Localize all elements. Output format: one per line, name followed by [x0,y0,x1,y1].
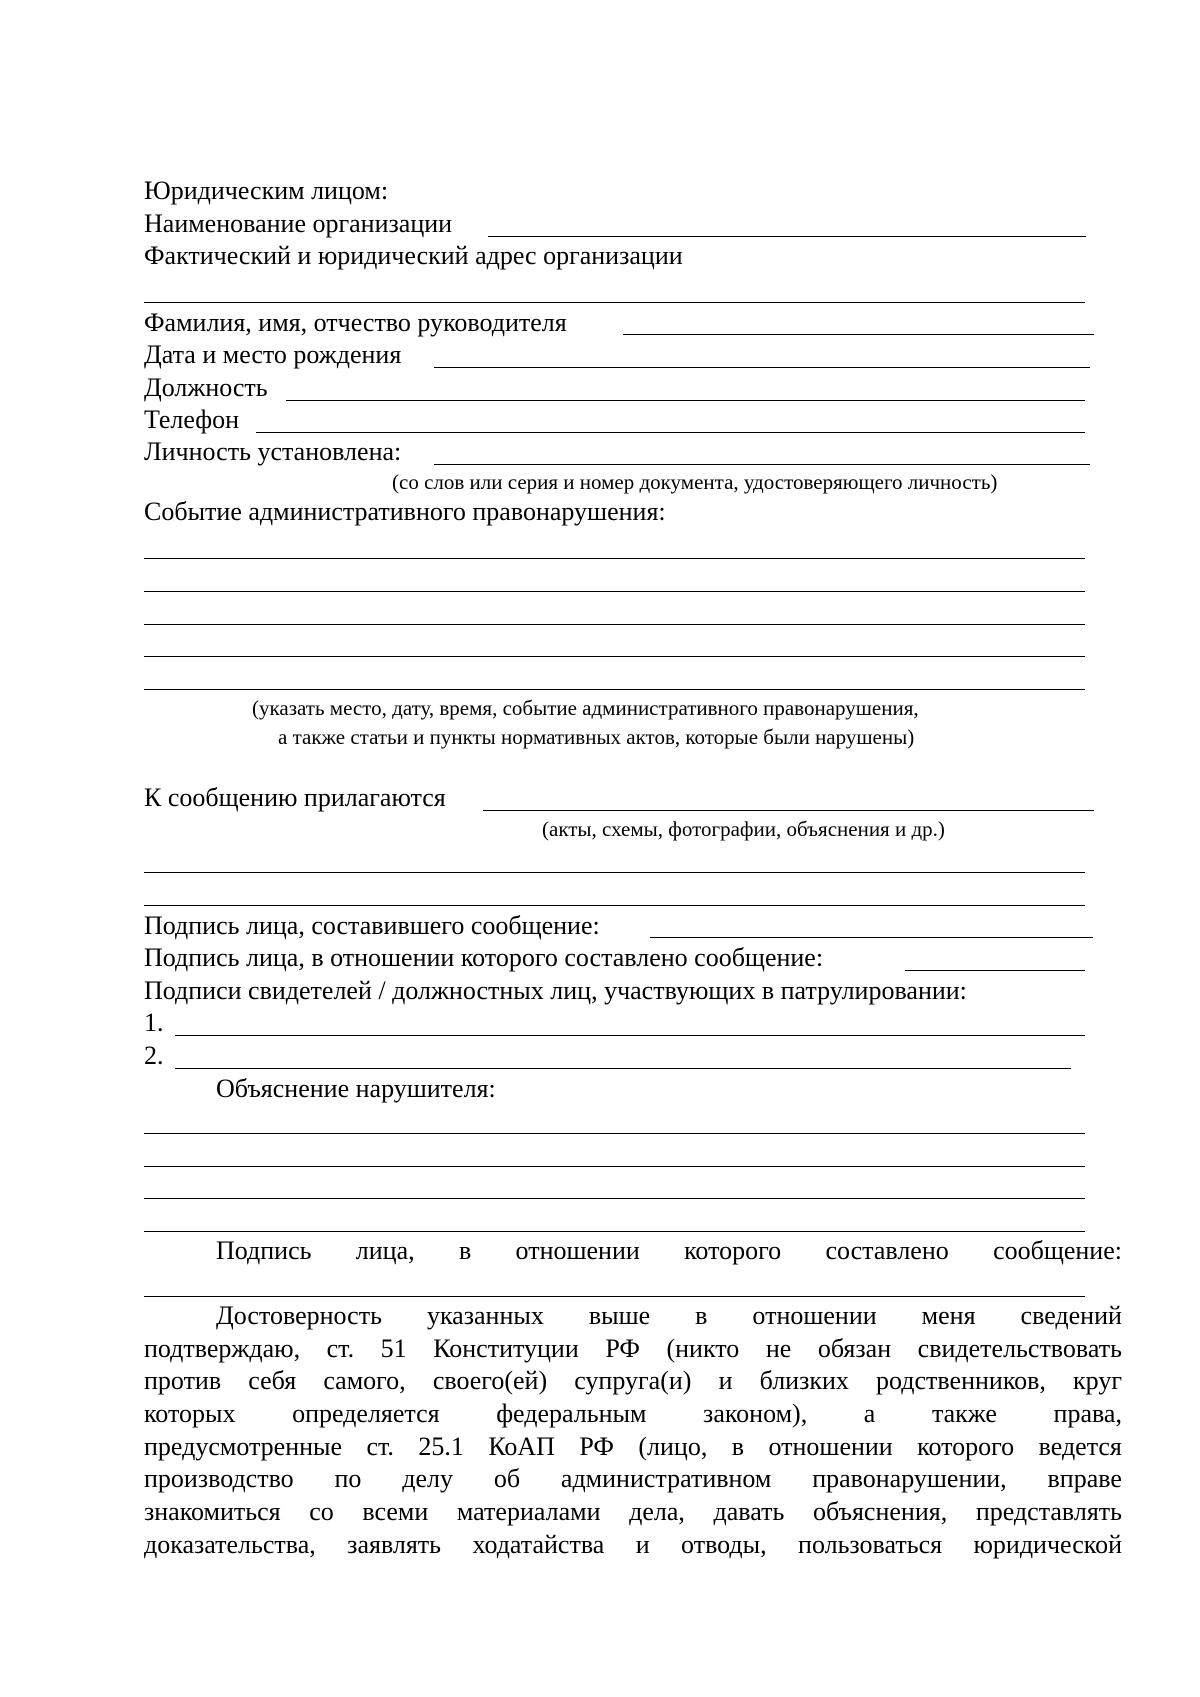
compiler-signature-label: Подпись лица, составившего сообщение: [144,911,600,940]
word: также [931,1399,997,1428]
word: ведется [1038,1432,1122,1461]
explanation-line-2[interactable] [144,1166,1085,1167]
word: свидетельствовать [917,1334,1122,1363]
position-line[interactable] [286,400,1085,401]
word: составлено [825,1236,949,1265]
position-label: Должность [144,373,268,402]
paragraph-line [144,1334,1122,1364]
word: которого [917,1432,1015,1461]
word: правонарушении, [812,1464,1007,1493]
word: родственников, [876,1366,1046,1395]
word: и [635,1530,650,1559]
event-line-3[interactable] [144,624,1085,625]
phone-label: Телефон [144,405,240,434]
birth-line[interactable] [434,367,1090,368]
word: своего(ей) [432,1366,548,1395]
word: не [765,1334,792,1363]
word: (никто [666,1334,740,1363]
identity-label: Личность установлена: [144,437,402,466]
event-line-4[interactable] [144,656,1085,657]
explanation-title: Объяснение нарушителя: [216,1074,496,1103]
compiler-signature-line[interactable] [650,937,1093,938]
explanation-line-4[interactable] [144,1231,1085,1232]
word: знакомиться [144,1497,281,1526]
word: отношении [768,1432,893,1461]
word: материалами [456,1497,601,1526]
org-address-line[interactable] [144,302,1085,303]
word: сообщение: [993,1236,1122,1265]
word: а [863,1399,876,1428]
word: объяснения, [812,1497,948,1526]
word: подтверждаю, [144,1334,301,1363]
paragraph-line [144,1432,1122,1462]
subject-signature-label: Подпись лица, в отношении которого составлено сообщение: [144,943,824,972]
paragraph-line [144,1366,1122,1396]
word: представлять [975,1497,1122,1526]
paragraph-line [144,1497,1122,1527]
subject-explanation-signature-line[interactable] [144,1296,1085,1297]
legal-entity-heading: Юридическим лицом: [144,176,389,205]
attachments-label: К сообщению прилагаются [144,783,446,812]
word: отношении [515,1236,640,1265]
witness-1-number: 1. [144,1008,164,1037]
word: определяется [292,1399,440,1428]
word: РФ [579,1432,614,1461]
identity-hint: (со слов или серия и номер документа, удостоверяющего личность) [392,470,998,494]
org-name-line[interactable] [488,236,1086,237]
org-address-label: Фактический и юридический адрес организации [144,241,683,270]
head-name-label: Фамилия, имя, отчество руководителя [144,308,567,337]
word: доказательства, [144,1530,316,1559]
attachments-hint: (акты, схемы, фотографии, объяснения и др.) [542,817,945,841]
word: права, [1053,1399,1122,1428]
word: (лицо, [638,1432,708,1461]
witnesses-label: Подписи свидетелей / должностных лиц, участвующих в патрулировании: [144,976,967,1005]
word: ст. [326,1334,355,1363]
word: 25.1 [418,1432,464,1461]
head-name-line[interactable] [623,334,1094,335]
word: всеми [362,1497,429,1526]
word: себя [248,1366,297,1395]
word: законом), [703,1399,808,1428]
word: самого, [323,1366,406,1395]
word: давать [713,1497,785,1526]
word: производство [144,1464,294,1493]
word: дела, [629,1497,685,1526]
word: в [458,1236,472,1265]
word: которых [144,1399,236,1428]
word: делу [402,1464,454,1493]
witness-1-line[interactable] [175,1035,1085,1036]
paragraph-line [144,1530,1122,1560]
word: административном [560,1464,772,1493]
witness-2-number: 2. [144,1041,164,1070]
word: КоАП [488,1432,555,1461]
event-hint-1: (указать место, дату, время, событие административного правонарушения, [252,696,919,720]
word: в [731,1432,745,1461]
word: отводы, [681,1530,767,1559]
word: 51 [380,1334,407,1363]
word: пользоваться [798,1530,943,1559]
event-hint-2: а также статьи и пункты нормативных актов, которые были нарушены) [278,725,915,749]
event-line-1[interactable] [144,558,1085,559]
subject-signature-line[interactable] [905,970,1085,971]
birth-label: Дата и место рождения [144,340,402,369]
explanation-line-3[interactable] [144,1198,1085,1199]
word: меня [921,1301,976,1330]
word: указанных [426,1301,544,1330]
explanation-line-1[interactable] [144,1133,1085,1134]
witness-2-line[interactable] [175,1068,1071,1069]
word: со [309,1497,334,1526]
word: предусмотренные [144,1432,343,1461]
attachments-extra-line-2[interactable] [144,905,1085,906]
word: близких [759,1366,849,1395]
word: выше [588,1301,651,1330]
event-title: Событие административного правонарушения: [144,497,666,526]
word: против [144,1366,222,1395]
word: заявлять [347,1530,442,1559]
word: ст. [366,1432,394,1461]
word: супруга(и) [574,1366,692,1395]
word: Подпись [216,1236,312,1265]
word: обязан [817,1334,892,1363]
word: лица, [355,1236,415,1265]
paragraph-line [144,1399,1122,1429]
word: федеральным [496,1399,647,1428]
event-line-2[interactable] [144,591,1085,592]
word: Достоверность [216,1301,382,1330]
paragraph-line [144,1464,1122,1494]
attachments-extra-line-1[interactable] [144,872,1085,873]
word: и [718,1366,733,1395]
word: сведений [1020,1301,1122,1330]
word: отношении [752,1301,877,1330]
word: которого [684,1236,782,1265]
word: вправе [1047,1464,1122,1493]
word: круг [1073,1366,1122,1395]
word: в [695,1301,708,1330]
paragraph-line [216,1301,1122,1331]
word: юридической [973,1530,1122,1559]
subject-signature-row [216,1236,1122,1266]
identity-line[interactable] [434,464,1090,465]
word: ходатайства [472,1530,605,1559]
event-line-5[interactable] [144,689,1085,690]
word: Конституции [433,1334,579,1363]
word: РФ [605,1334,640,1363]
word: об [493,1464,521,1493]
phone-line[interactable] [256,432,1085,433]
attachments-line[interactable] [483,810,1094,811]
org-name-label: Наименование организации [144,209,453,238]
word: по [334,1464,362,1493]
